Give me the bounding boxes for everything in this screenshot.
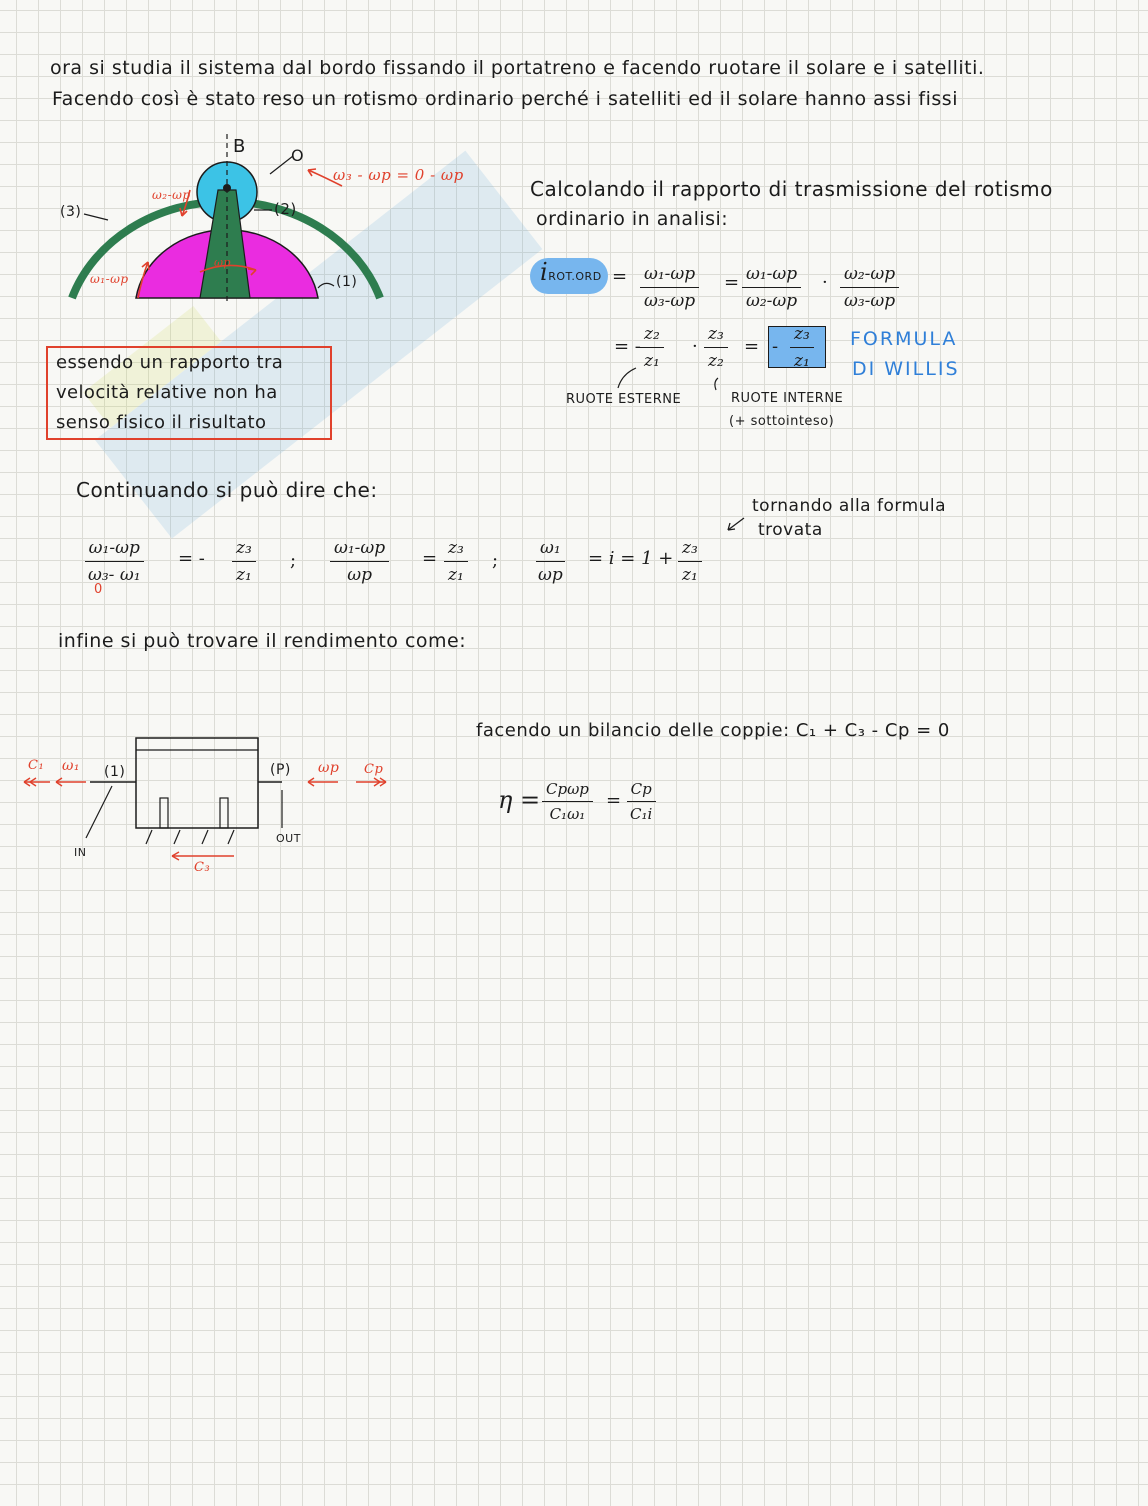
willis-result: $\frac{\text{z₃}}{\text{z₁}}$	[790, 324, 814, 371]
omega-top-label: ω₃ - ωp = 0 - ωp	[333, 166, 464, 184]
gearbox-box	[136, 738, 258, 828]
eq1-lhs: $\frac{\text{ω₁-ωp}}{\text{ω₃- ω₁}}$	[84, 538, 145, 585]
eta-frac-2: $\frac{Cp}{\text{C₁i}}$	[626, 780, 656, 823]
block-out-label: (P)	[270, 762, 291, 778]
i-rot-ord: iROT.ORD	[540, 258, 602, 286]
note-ruote-interne-1: RUOTE INTERNE	[731, 391, 844, 406]
eq1-rhs: $\frac{\text{z₃}}{\text{z₁}}$	[232, 538, 256, 585]
efficiency-text: infine si può trovare il rendimento come:	[58, 630, 467, 652]
ratio-intro-1: Calcolando il rapporto di trasmissione del rotismo	[530, 177, 1053, 201]
z-frac-1: $\frac{\text{z₂}}{\text{z₁}}$	[640, 324, 664, 371]
continue-text: Continuando si può dire che:	[76, 478, 378, 502]
red-note-line-1: essendo un rapporto tra	[56, 352, 284, 373]
label-3: (3)	[60, 204, 82, 220]
eta-frac-1: Cpωp C₁ω₁	[542, 780, 593, 823]
block-out: OUT	[276, 832, 301, 845]
block-cp: Cp	[364, 762, 384, 777]
note-arrow	[724, 516, 754, 536]
eq2-rhs: $\frac{\text{z₃}}{\text{z₁}}$	[444, 538, 468, 585]
formula-willis-2: DI WILLIS	[852, 358, 960, 380]
note-tornando-1: tornando alla formula	[752, 496, 947, 516]
eq2-lhs: $\frac{\text{ω₁-ωp}}{\omega p}$	[330, 538, 389, 585]
eq3-lhs: $\frac{\text{ω₁}}{\omega p}$	[538, 538, 563, 585]
omega-p-label: ωp	[214, 256, 232, 269]
label-o: O	[291, 146, 305, 165]
label-2: (2)	[274, 200, 297, 218]
block-in-label: (1)	[104, 764, 126, 780]
block-c3: C₃	[194, 860, 211, 875]
ratio-intro-2: ordinario in analisi:	[536, 208, 729, 230]
block-w1: ω₁	[62, 758, 81, 774]
ratio-frac-1: $\frac{\text{ω₁-ωp}}{\text{ω₃-ωp}}$	[640, 264, 699, 311]
label-1: (1)	[336, 274, 358, 290]
planetary-gear-diagram	[50, 130, 450, 330]
z-frac-2: $\frac{\text{z₃}}{\text{z₂}}$	[704, 324, 728, 371]
red-note-line-3: senso fisico il risultato	[56, 412, 267, 433]
omega-2-label: ω₂-ωp	[152, 188, 191, 202]
block-wp: ωp	[318, 760, 340, 776]
red-note-line-2: velocità relative non ha	[56, 382, 278, 403]
ratio-frac-3: $\frac{\text{ω₂-ωp}}{\text{ω₃-ωp}}$	[840, 264, 899, 311]
red-note-box	[46, 346, 332, 440]
torque-balance: facendo un bilancio delle coppie: C₁ + C₃ - Cp = 0	[476, 720, 950, 741]
eq1-zero: 0	[94, 582, 103, 597]
label-b: B	[233, 136, 246, 157]
ratio-frac-2: $\frac{\text{ω₁-ωp}}{\text{ω₂-ωp}}$	[742, 264, 801, 311]
formula-willis-1: FORMULA	[850, 328, 958, 350]
intro-line-2: Facendo così è stato reso un rotismo ordinario perché i satelliti ed il solare hanno assi fissi	[52, 88, 958, 110]
note-ruote-interne-2: (+ sottointeso)	[729, 414, 835, 429]
eta-symbol: η =	[498, 786, 541, 814]
block-in: IN	[74, 846, 87, 859]
omega-1-label: ω₁-ωp	[90, 272, 129, 286]
eq3-rhs: $\frac{\text{z₃}}{\text{z₁}}$	[678, 538, 702, 585]
note-ruote-esterne: RUOTE ESTERNE	[566, 392, 682, 407]
eq3-mid: = i = 1 +	[588, 548, 674, 569]
intro-line-1: ora si studia il sistema dal bordo fissando il portatreno e facendo ruotare il solare e i satelliti.	[50, 57, 985, 79]
block-c1: C₁	[28, 758, 45, 773]
note-tornando-2: trovata	[758, 520, 823, 540]
